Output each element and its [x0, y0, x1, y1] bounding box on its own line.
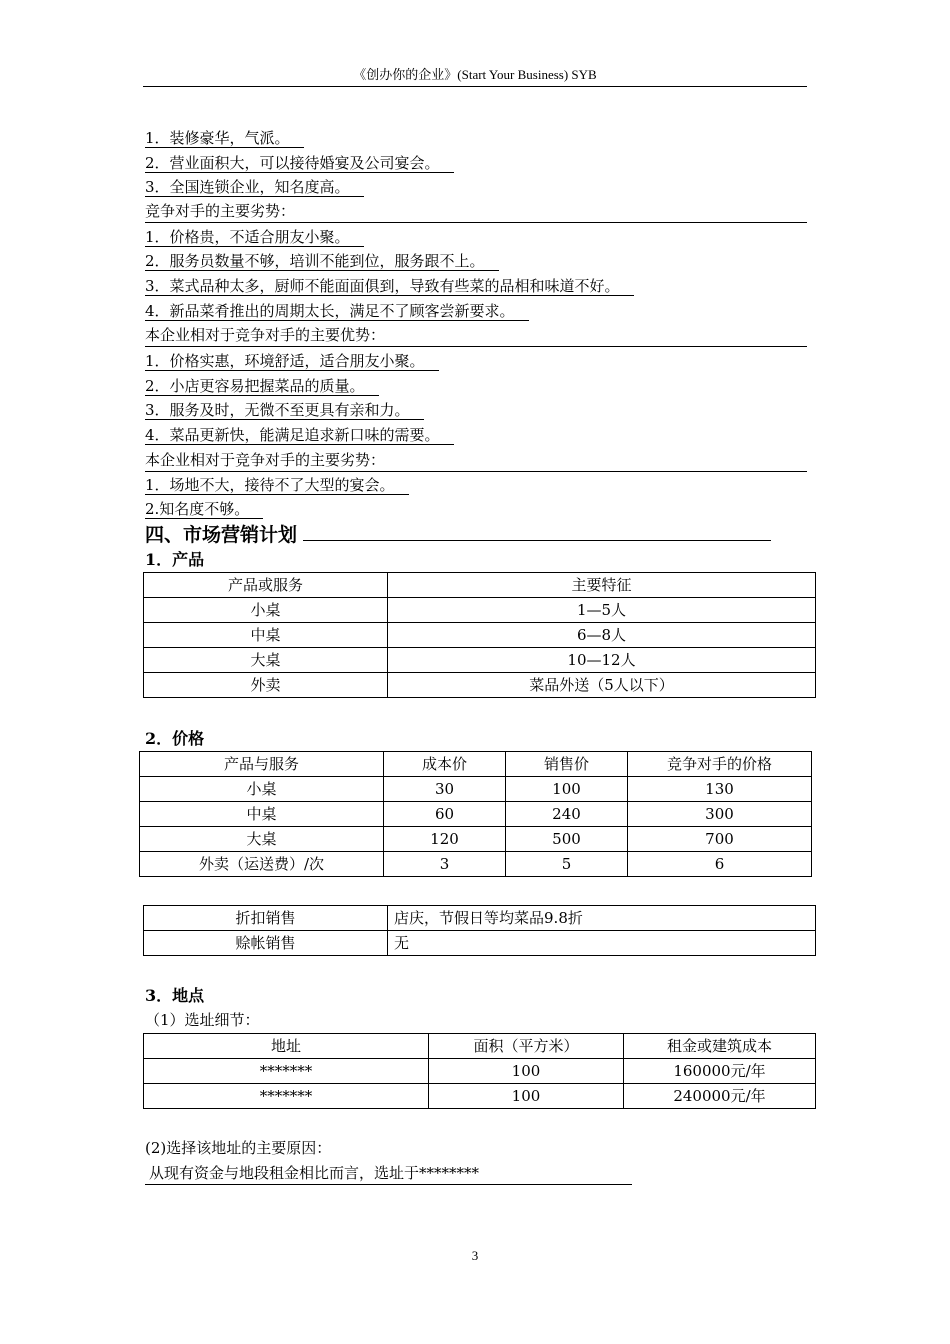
- table-cell: 240: [506, 802, 628, 827]
- list-item: 4．新品菜肴推出的周期太长，满足不了顾客尝新要求。: [145, 300, 529, 322]
- table-cell: 6—8人: [388, 623, 816, 648]
- location-table: [143, 1033, 816, 1109]
- table-cell: 外卖: [144, 673, 388, 698]
- table-cell: *******: [144, 1084, 429, 1109]
- table-cell: 120: [384, 827, 506, 852]
- table-cell: 3: [384, 852, 506, 877]
- page-number: 3: [471, 1248, 479, 1263]
- product-table: [143, 572, 816, 698]
- table-row: [140, 802, 812, 827]
- list-item: 3．服务及时，无微不至更具有亲和力。: [145, 399, 424, 421]
- our-weaknesses-title: 本企业相对于竞争对手的主要劣势：: [145, 449, 807, 471]
- table-header-row: [144, 1034, 816, 1059]
- table-cell: 160000元/年: [624, 1059, 816, 1084]
- list-item: 2．小店更容易把握菜品的质量。: [145, 375, 379, 397]
- table-cell: 240000元/年: [624, 1084, 816, 1109]
- page-header: 《创办你的企业》(Start Your Business) SYB: [143, 66, 807, 87]
- competitor-weaknesses-title: 竞争对手的主要劣势：: [145, 200, 807, 222]
- our-advantages-title: 本企业相对于竞争对手的主要优势：: [145, 324, 807, 346]
- table-header: 租金或建筑成本: [624, 1034, 816, 1059]
- table-cell: 10—12人: [388, 648, 816, 673]
- table-header: 产品与服务: [140, 752, 384, 777]
- table-header: 销售价: [506, 752, 628, 777]
- table-header: 面积（平方米）: [429, 1034, 624, 1059]
- table-cell: 130: [628, 777, 812, 802]
- table-row: [140, 852, 812, 877]
- table-cell: 中桌: [140, 802, 384, 827]
- table-cell: 100: [506, 777, 628, 802]
- price-title: 2．价格: [145, 729, 205, 748]
- table-cell: 折扣销售: [144, 906, 388, 931]
- table-header: 竞争对手的价格: [628, 752, 812, 777]
- table-cell: 菜品外送（5人以下）: [388, 673, 816, 698]
- table-row: [144, 1084, 816, 1109]
- list-item: 2.知名度不够。: [145, 498, 263, 520]
- table-cell: 外卖（运送费）/次: [140, 852, 384, 877]
- product-title: 1．产品: [145, 550, 205, 569]
- table-header-row: [144, 573, 816, 598]
- table-row: [144, 931, 816, 956]
- table-cell: 大桌: [140, 827, 384, 852]
- section-title: 四、市场营销计划: [145, 522, 771, 548]
- table-cell: 无: [388, 931, 816, 956]
- table-row: [144, 648, 816, 673]
- list-item: 1．装修豪华，气派。: [145, 127, 304, 149]
- list-item: 4．菜品更新快，能满足追求新口味的需要。: [145, 424, 454, 446]
- table-cell: 中桌: [144, 623, 388, 648]
- table-cell: 60: [384, 802, 506, 827]
- table-cell: 100: [429, 1059, 624, 1084]
- location-subtitle: （1）选址细节：: [145, 1011, 260, 1029]
- table-row: [140, 777, 812, 802]
- table-cell: 300: [628, 802, 812, 827]
- table-row: [140, 827, 812, 852]
- table-cell: *******: [144, 1059, 429, 1084]
- list-item: 3．菜式品种太多，厨师不能面面俱到，导致有些菜的品相和味道不好。: [145, 275, 634, 297]
- table-row: [144, 673, 816, 698]
- list-item: 1．价格贵，不适合朋友小聚。: [145, 226, 364, 248]
- list-item: 1．价格实惠，环境舒适，适合朋友小聚。: [145, 350, 439, 372]
- table-header: 地址: [144, 1034, 429, 1059]
- table-cell: 店庆，节假日等均菜品9.8折: [388, 906, 816, 931]
- location-reason-title: (2)选择该地址的主要原因：: [145, 1139, 332, 1157]
- table-header: 主要特征: [388, 573, 816, 598]
- table-header-row: [140, 752, 812, 777]
- table-row: [144, 1059, 816, 1084]
- price-table: [139, 751, 812, 877]
- location-title: 3．地点: [145, 986, 205, 1005]
- list-item: 2．服务员数量不够，培训不能到位，服务跟不上。: [145, 250, 499, 272]
- table-cell: 30: [384, 777, 506, 802]
- table-header: 成本价: [384, 752, 506, 777]
- table-cell: 100: [429, 1084, 624, 1109]
- table-header: 产品或服务: [144, 573, 388, 598]
- list-item: 1．场地不大，接待不了大型的宴会。: [145, 474, 409, 496]
- table-cell: 小桌: [144, 598, 388, 623]
- table-row: [144, 906, 816, 931]
- table-cell: 5: [506, 852, 628, 877]
- table-cell: 大桌: [144, 648, 388, 673]
- sales-terms-table: [143, 905, 816, 956]
- table-cell: 赊帐销售: [144, 931, 388, 956]
- table-row: [144, 623, 816, 648]
- table-cell: 1—5人: [388, 598, 816, 623]
- list-item: 3．全国连锁企业，知名度高。: [145, 176, 364, 198]
- table-cell: 700: [628, 827, 812, 852]
- table-cell: 6: [628, 852, 812, 877]
- table-cell: 500: [506, 827, 628, 852]
- table-cell: 小桌: [140, 777, 384, 802]
- location-reason-text: 从现有资金与地段租金相比而言，选址于********: [145, 1162, 632, 1184]
- table-row: [144, 598, 816, 623]
- list-item: 2．营业面积大，可以接待婚宴及公司宴会。: [145, 152, 454, 174]
